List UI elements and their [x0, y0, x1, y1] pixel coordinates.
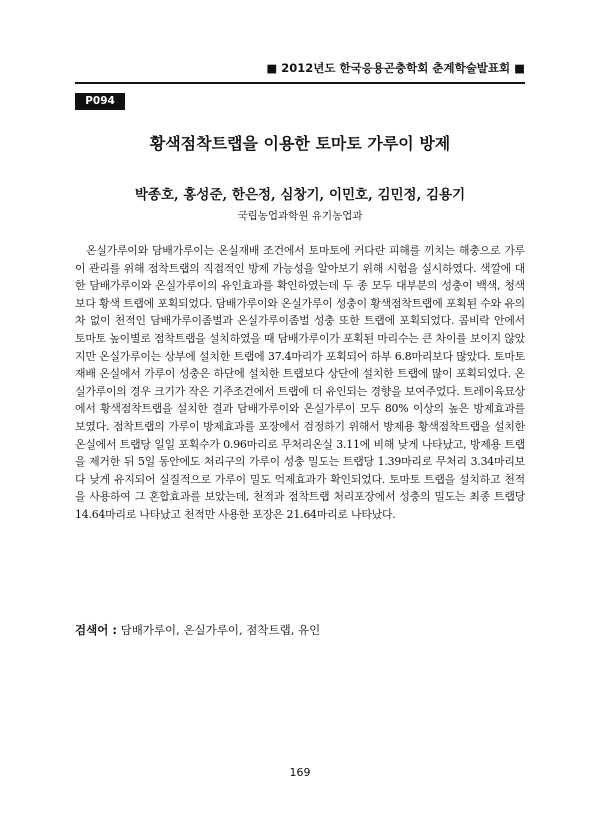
header-rule	[75, 82, 525, 84]
keywords-label: 검색어 :	[75, 623, 117, 637]
keywords	[75, 622, 525, 638]
author-list: 박종호, 홍성준, 한은정, 심창기, 이민호, 김민정, 김용기	[134, 187, 466, 203]
abstract-body: 온실가루이와 담배가루이는 온실재배 조건에서 토마토에 커다란 피해를 끼치는 해충으로 가루이 관리를 위해 점착트랩의 직접적인 방제 가능성을 알아보기 위해 시험을 실시하였다. 색깔에 대한 담배가루이와 온실가루이의 유인효과를 확인하였는데 두 종 모두 대부분의 성충이 백색, 청색보다 황색 트랩에 포획되었다. 담배가루이와 온실가루이 성충이 황색점착트랩에 포획된 수와 유의차 없이 천적인 담배가루이좀벌과 온실가루이좀벌 성충 또한 트랩에 포획되었다. 콤비락 안에서 토마토 높이별로 점착트랩을 설치하였을 때 담배가루이가 포획된 마리수는 큰 차이를 보이지 않았지만 온실가루이는 상부에 설치한 트랩에 37.4마리가 포획되어 하부 6.8마리보다 많았다. 토마토 재배 온실에서 가루이 성충은 하단에 설치한 트랩보다 상단에 설치한 트랩에 많이 포획되었다. 온실가루이의 경우 크기가 작은 기주조건에서 트랩에 더 유인되는 경향을 보여주었다. 트레이육묘상에서 황색점착트랩을 설치한 결과 담배가루이와 온실가루이 모두 80% 이상의 높은 방제효과를 보였다. 점착트랩의 가루이 방제효과를 포장에서 검정하기 위해서 방제용 황색점착트랩을 설치한 온실에서 트랩당 일일 포획수가 0.96마리로 무처리온실 3.11에 비해 낮게 나타났고, 방제용 트랩을 제거한 뒤 5일 동안에도 처리구의 가루이 성충 밀도는 트랩당 1.39마리로 무처리 3.34마리보다 낮게 유지되어 실질적으로 가루이 밀도 억제효과가 확인되었다. 토마토 트랩을 설치하고 천적을 사용하여 그 혼합효과를 보았는데, 천적과 점착트랩 처리포장에서 성충의 밀도는 최종 트랩당 14.64마리로 나타났고 천적만 사용한 포장은 21.64마리로 나타났다.	[75, 244, 525, 521]
poster-id-badge: P094	[75, 93, 125, 110]
affiliation: 국립농업과학원 유기농업과	[237, 210, 363, 222]
page-number: 169	[289, 766, 311, 779]
conference-header: ■ 2012년도 한국응용곤충학회 춘계학술발표회 ■	[266, 61, 525, 75]
paper-title: 황색점착트랩을 이용한 토마토 가루이 방제	[149, 134, 451, 153]
keywords-terms: 담배가루이, 온실가루이, 점착트랩, 유인	[116, 623, 321, 637]
